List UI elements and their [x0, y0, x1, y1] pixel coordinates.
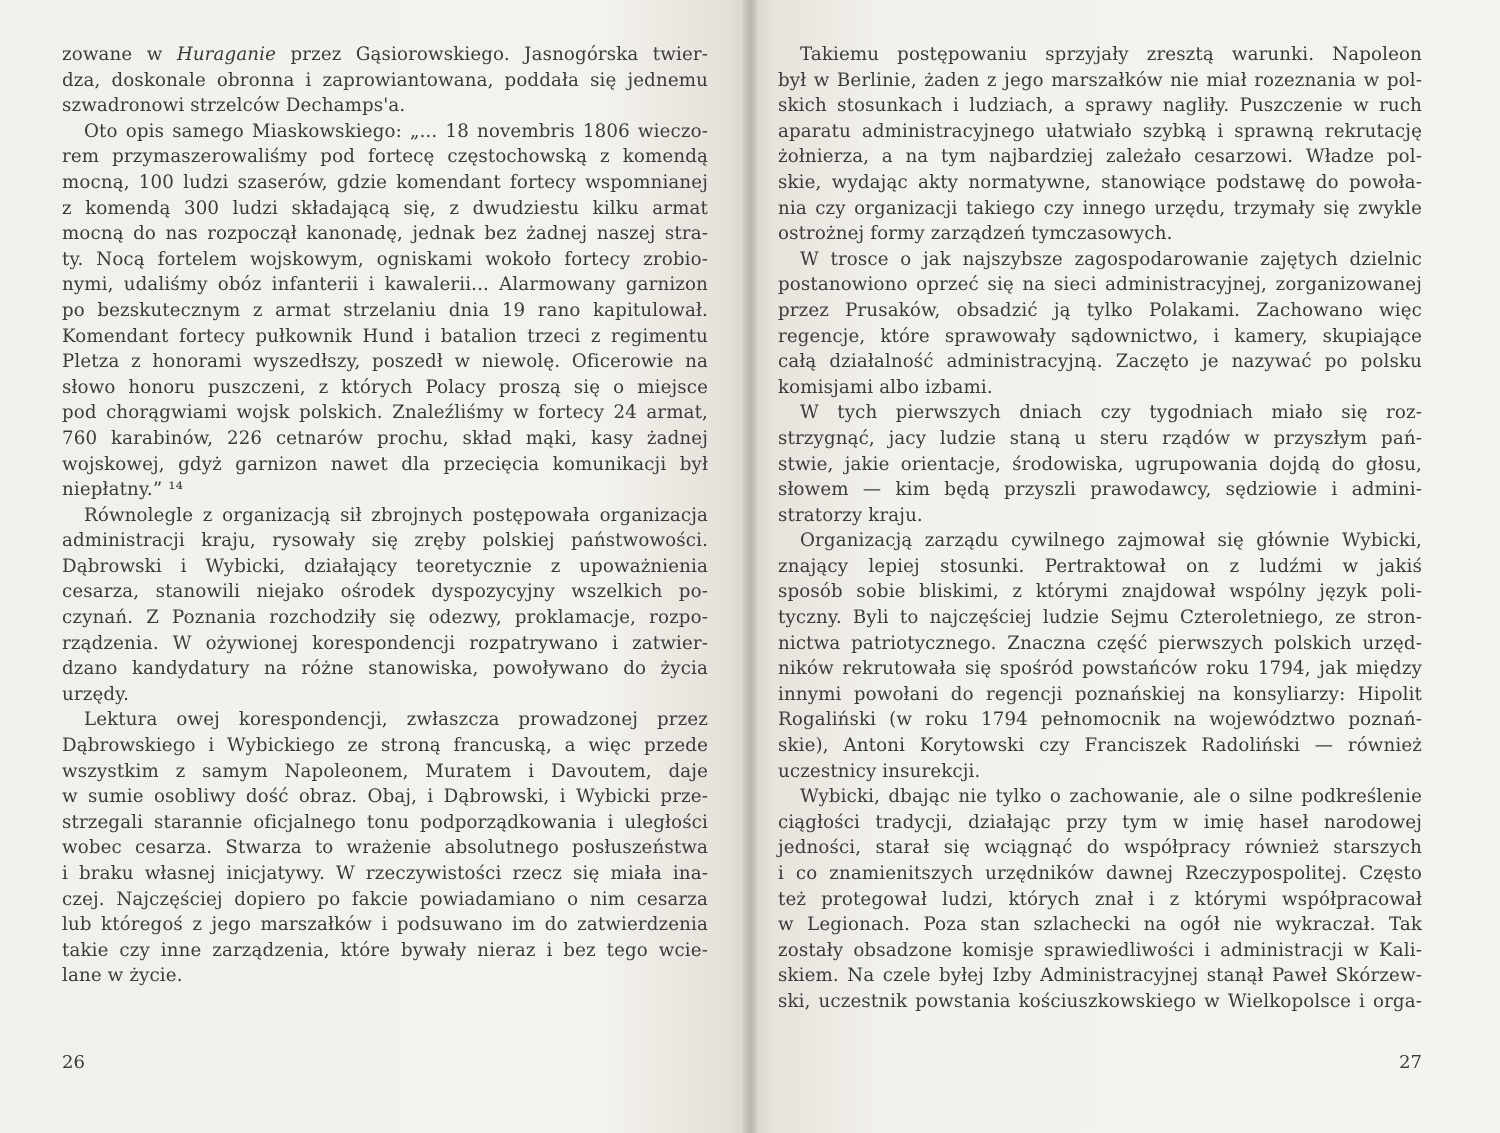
text-line: strzegali starannie oficjalnego tonu podporządkowania i uległości: [62, 811, 708, 833]
text-line: uczestnicy insurekcji.: [778, 760, 981, 782]
text-line: nia czy organizacji takiego czy innego urzędu, trzymały się zwykle: [778, 197, 1422, 219]
text-line: przez Prusaków, obsadzić ją tylko Polakami. Zachowano więc: [778, 299, 1422, 321]
text-line: cesarza, stanowili niejako ośrodek dyspozycyjny wszelkich po-: [62, 581, 708, 603]
text-line: wojskowej, gdyż garnizon nawet dla przecięcia komunikacji był: [62, 453, 708, 475]
text-line: innymi powołani do regencji poznańskiej na konsyliarzy: Hipolit: [778, 683, 1422, 705]
text-line: nictwa patriotycznego. Znaczna część pierwszych polskich urzęd-: [778, 632, 1422, 654]
text-line: i co znamienitszych urzędników dawnej Rzeczypospolitej. Często: [778, 863, 1422, 884]
book-title-italic: Huraganie: [176, 44, 277, 65]
text-line: sposób sobie bliskimi, z którymi znajdował wspólny język poli-: [778, 581, 1422, 603]
text-line: Dąbrowski i Wybicki, działający teoretycznie z upoważnienia: [62, 555, 708, 577]
text-line: całą działalność administracyjną. Zaczęto je nazywać po polsku: [778, 351, 1422, 373]
text-line: z komendą 300 ludzi składającą się, z dwudziestu kilku armat: [62, 197, 708, 219]
text-line: komisjami albo izbami.: [778, 376, 993, 398]
text-line: skich stosunkach i ludziach, a sprawy nagliły. Puszczenie w ruch: [778, 95, 1422, 117]
text-line: skie, wydając akty normatywne, stanowiące podstawę do powoła-: [778, 171, 1422, 193]
text-line: był w Berlinie, żaden z jego marszałków nie miał rozeznania w pol-: [778, 69, 1422, 91]
text-line: skiem. Na czele byłej Izby Administracyjnej stanął Paweł Skórzew-: [778, 965, 1422, 987]
page-number-right: 27: [1399, 1052, 1422, 1073]
text-line: stratorzy kraju.: [778, 504, 923, 526]
text-line: zowane w Huraganie przez Gąsiorowskiego. Jasnogórska twier-: [62, 44, 708, 65]
text-line: po bezskutecznym z armat strzelaniu dnia 19 rano kapitulował.: [62, 299, 708, 321]
text-line: zostały obsadzone komisje sprawiedliwości i administracji w Kali-: [778, 939, 1422, 961]
text-line: Lektura owej korespondencji, zwłaszcza prowadzonej przez: [84, 709, 708, 731]
text-line: słowo honoru puszczeni, z których Polacy proszą się o miejsce: [62, 376, 708, 398]
text-line: Organizacją zarządu cywilnego zajmował się głównie Wybicki,: [800, 530, 1422, 552]
right-page: [750, 0, 1500, 1133]
text-line: ty. Nocą fortelem wojskowym, ogniskami wokoło fortecy zrobio-: [62, 248, 708, 270]
text-line: regencje, które sprawowały sądownictwo, i kamery, skupiające: [778, 325, 1422, 347]
text-line: pod chorągwiami wojsk polskich. Znaleźliśmy w fortecy 24 armat,: [62, 402, 708, 424]
text-line: rządzenia. W ożywionej korespondencji rozpatrywano i zatwier-: [62, 632, 708, 654]
page-number-left: 26: [62, 1052, 85, 1073]
text-line: skie), Antoni Korytowski czy Franciszek Radoliński — również: [778, 735, 1422, 757]
text-line: Wybicki, dbając nie tylko o zachowanie, ale o silne podkreślenie: [800, 786, 1422, 808]
text-line: postanowiono oprzeć się na sieci administracyjnej, zorganizowanej: [778, 274, 1422, 296]
text-line: administracji kraju, rysowały się zręby polskiej państwowości.: [62, 530, 708, 552]
text-line: stwie, jakie orientacje, środowiska, ugrupowania dojdą do głosu,: [778, 453, 1422, 475]
text-line: strzygnąć, jacy ludzie staną u steru rządów w przyszłym pań-: [778, 427, 1422, 449]
text-line: takie czy inne zarządzenia, które bywały nieraz i bez tego wcie-: [62, 939, 708, 961]
text-line: mocną, 100 ludzi szaserów, gdzie komendant fortecy wspomnianej: [62, 171, 708, 193]
text-line: W trosce o jak najszybsze zagospodarowanie zajętych dzielnic: [800, 248, 1422, 270]
right-page-text: [778, 42, 1422, 1015]
text-line: w sumie osobliwy dość obraz. Obaj, i Dąbrowski, i Wybicki prze-: [62, 786, 708, 808]
text-line: ostrożnej formy zarządzeń tymczasowych.: [778, 223, 1173, 245]
text-line: wszystkim z samym Napoleonem, Muratem i Davoutem, daje: [62, 760, 708, 782]
text-line: 760 karabinów, 226 cetnarów prochu, skład mąki, kasy żadnej: [62, 427, 708, 449]
text-line: znający lepiej stosunki. Pertraktował on z ludźmi w jakiś: [778, 555, 1422, 577]
text-line: Równolegle z organizacją sił zbrojnych postępowała organizacja: [84, 504, 708, 526]
text-line: Pletza z honorami wyszedłszy, poszedł w niewolę. Oficerowie na: [62, 351, 708, 373]
text-line: ników rekrutowała się spośród powstańców roku 1794, jak między: [778, 658, 1422, 680]
text-line: ski, uczestnik powstania kościuszkowskiego w Wielkopolsce i orga-: [778, 990, 1422, 1012]
text-line: lub któregoś z jego marszałków i podsuwano im do zatwierdzenia: [62, 914, 708, 936]
text-line: rem przymaszerowaliśmy pod fortecę częstochowską z komendą: [62, 146, 708, 168]
text-line: słowem — kim będą przyszli prawodawcy, sędziowie i admini-: [778, 479, 1422, 501]
text-line: czej. Najczęściej dopiero po fakcie powiadamiano o nim cesarza: [62, 888, 708, 910]
text-line: szwadronowi strzelców Dechamps'a.: [62, 95, 406, 117]
text-line: lane w życie.: [62, 965, 183, 987]
text-line: też protegował ludzi, których znał i z którymi współpracował: [778, 888, 1422, 910]
text-line: niepłatny.” ¹⁴: [62, 479, 184, 501]
text-line: wobec cesarza. Stwarza to wrażenie absolutnego posłuszeństwa: [62, 837, 708, 859]
text-line: Rogaliński (w roku 1794 pełnomocnik na województwo poznań-: [778, 709, 1422, 731]
text-line: tyczny. Byli to najczęściej ludzie Sejmu Czteroletniego, ze stron-: [778, 607, 1422, 629]
text-line: czynań. Z Poznania rozchodziły się odezwy, proklamacje, rozpo-: [62, 607, 708, 629]
text-line: W tych pierwszych dniach czy tygodniach miało się roz-: [800, 402, 1422, 424]
text-line: żołnierza, a na tym najbardziej zależało cesarzowi. Władze pol-: [778, 146, 1422, 168]
text-line: ciągłości tradycji, działając przy tym w imię haseł narodowej: [778, 811, 1422, 833]
text-line: mocną do nas rozpoczął kanonadę, jednak bez żadnej naszej stra-: [62, 223, 708, 245]
text-line: urzędy.: [62, 683, 130, 705]
text-line: w Legionach. Poza stan szlachecki na ogół nie wykraczał. Tak: [778, 914, 1422, 936]
text-line: Takiemu postępowaniu sprzyjały zresztą warunki. Napoleon: [800, 44, 1422, 65]
text-line: dza, doskonale obronna i zaprowiantowana, poddała się jednemu: [62, 69, 708, 91]
text-line: dzano kandydatury na różne stanowiska, powoływano do życia: [62, 658, 708, 680]
text-line: jedności, starał się wciągnąć do współpracy również starszych: [778, 837, 1422, 859]
text-line: Dąbrowskiego i Wybickiego ze stroną francuską, a więc przede: [62, 735, 708, 757]
text-line: aparatu administracyjnego ułatwiało szybką i sprawną rekrutację: [778, 120, 1422, 142]
text-line: i braku własnej inicjatywy. W rzeczywistości rzecz się miała ina-: [62, 863, 708, 884]
text-line: Oto opis samego Miaskowskiego: „... 18 novembris 1806 wieczo-: [84, 120, 708, 142]
left-page-text: [62, 42, 708, 989]
text-line: nymi, udaliśmy obóz infanterii i kawalerii... Alarmowany garnizon: [62, 274, 708, 296]
text-line: Komendant fortecy pułkownik Hund i batalion trzeci z regimentu: [62, 325, 708, 347]
